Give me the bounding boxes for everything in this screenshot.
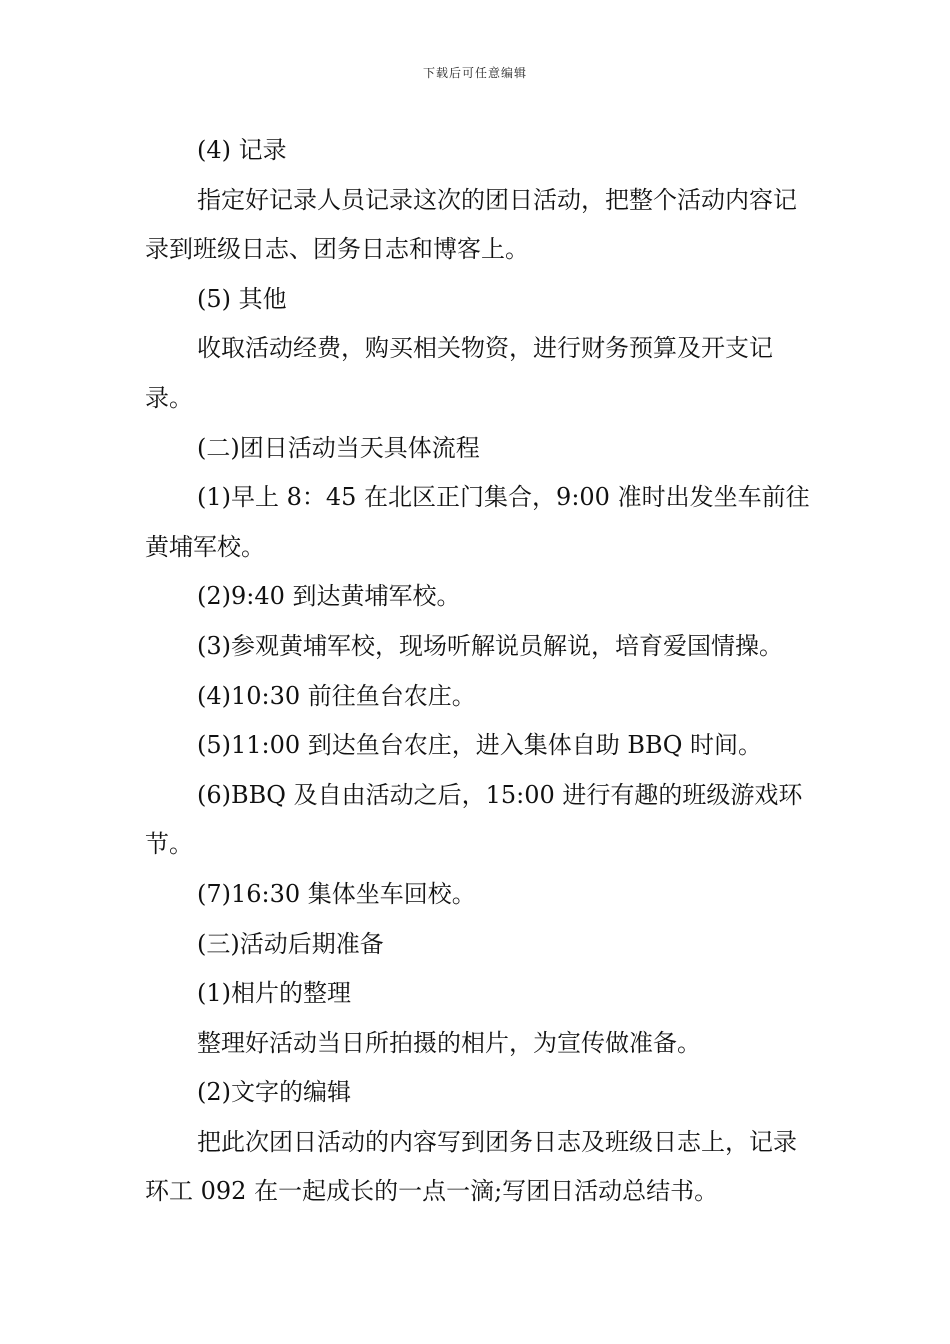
flow-step-7: (7)16:30 集体坐车回校。	[197, 879, 476, 908]
post-prep-photos-heading: (1)相片的整理	[197, 979, 351, 1008]
paragraph-other-heading: (5) 其他	[197, 284, 287, 313]
flow-step-5: (5)11:00 到达鱼台农庄，进入集体自助 BBQ 时间。	[197, 731, 762, 760]
section-heading-day-flow: (二)团日活动当天具体流程	[197, 433, 480, 462]
flow-step-6: (6)BBQ 及自由活动之后，15:00 进行有趣的班级游戏环节。	[145, 780, 803, 859]
page-header: 下载后可任意编辑	[422, 66, 527, 80]
flow-step-1: (1)早上 8：45 在北区正门集合，9:00 准时出发坐车前往黄埔军校。	[145, 483, 810, 561]
post-prep-photos-body: 整理好活动当日所拍摄的相片，为宣传做准备。	[197, 1028, 701, 1057]
paragraph-other-body: 收取活动经费，购买相关物资，进行财务预算及开支记录。	[145, 334, 773, 412]
document-body	[145, 126, 810, 1217]
flow-step-3: (3)参观黄埔军校，现场听解说员解说，培育爱国情操。	[197, 631, 783, 660]
post-prep-text-body: 把此次团日活动的内容写到团务日志及班级日志上，记录环工 092 在一起成长的一点一滴;写团日活动总结书。	[145, 1127, 797, 1206]
flow-step-4: (4)10:30 前往鱼台农庄。	[197, 681, 476, 710]
post-prep-text-heading: (2)文字的编辑	[197, 1078, 351, 1107]
paragraph-record-heading: (4) 记录	[197, 136, 287, 164]
flow-step-2: (2)9:40 到达黄埔军校。	[197, 582, 461, 611]
paragraph-record-body: 指定好记录人员记录这次的团日活动，把整个活动内容记录到班级日志、团务日志和博客上。	[145, 185, 797, 264]
section-heading-post-prep: (三)活动后期准备	[197, 929, 384, 958]
